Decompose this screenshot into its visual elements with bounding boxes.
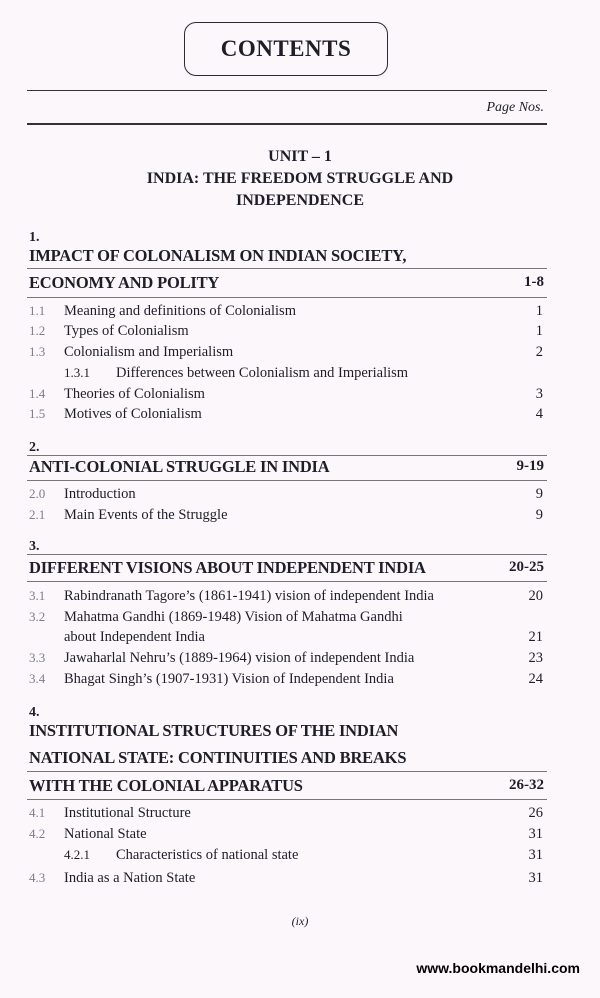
page-nos-label: Page Nos. <box>486 100 544 115</box>
header-rule-bottom <box>27 123 547 125</box>
chapter-4-rule <box>27 771 547 772</box>
chapter-2-pages: 9-19 <box>516 458 544 474</box>
chapter-3-rule <box>27 554 547 555</box>
chapter-3-pages: 20-25 <box>509 559 544 575</box>
chapter-1-rule-bottom <box>27 297 547 298</box>
unit-label: UNIT – 1 <box>268 148 332 165</box>
chapter-4-title-line-2: NATIONAL STATE: CONTINUITIES AND BREAKS <box>29 748 407 767</box>
chapter-4-title-line-3: WITH THE COLONIAL APPARATUS <box>29 776 303 795</box>
chapter-1-number: 1. <box>29 230 40 245</box>
chapter-1-title-line-1: IMPACT OF COLONALISM ON INDIAN SOCIETY, <box>29 246 407 265</box>
chapter-1-pages: 1-8 <box>524 274 544 290</box>
chapter-1-rule <box>27 268 547 269</box>
unit-title-line-2: INDEPENDENCE <box>235 192 364 209</box>
chapter-4-title-line-1: INSTITUTIONAL STRUCTURES OF THE INDIAN <box>29 721 399 740</box>
chapter-2-rule-bottom <box>27 480 547 481</box>
chapter-3-title: DIFFERENT VISIONS ABOUT INDEPENDENT INDIA <box>29 558 426 577</box>
chapter-3-number: 3. <box>29 539 40 554</box>
unit-heading <box>0 146 600 212</box>
chapter-4-number: 4. <box>29 705 40 720</box>
chapter-2-number: 2. <box>29 440 40 455</box>
chapter-2-title: ANTI-COLONIAL STRUGGLE IN INDIA <box>29 457 330 476</box>
chapter-1-title-line-2: ECONOMY AND POLITY <box>29 273 220 292</box>
chapter-2-rule <box>27 455 547 456</box>
website-watermark: www.bookmandelhi.com <box>416 960 580 976</box>
roman-page-number: (ix) <box>291 914 309 928</box>
header-rule-top <box>27 90 547 91</box>
chapter-4-rule-bottom <box>27 799 547 800</box>
chapter-4-pages: 26-32 <box>509 777 544 793</box>
chapter-3-rule-bottom <box>27 581 547 582</box>
contents-title: CONTENTS <box>220 36 352 61</box>
unit-title-line-1: INDIA: THE FREEDOM STRUGGLE AND <box>146 170 454 187</box>
contents-title-box <box>184 22 388 76</box>
